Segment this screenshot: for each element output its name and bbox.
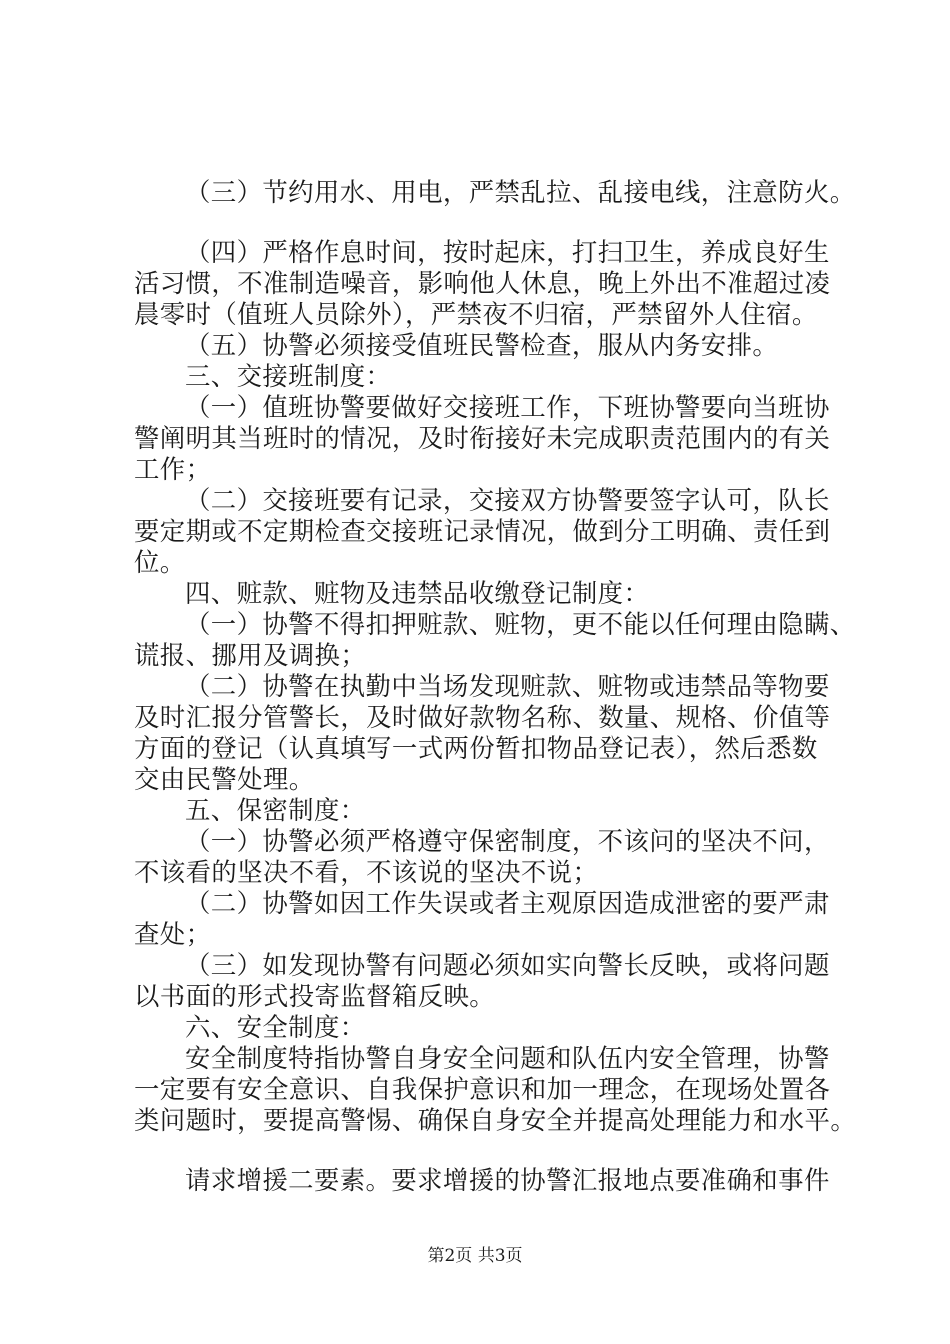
paragraph-line: 活习惯，不准制造噪音，影响他人休息，晚上外出不准超过凌 bbox=[134, 268, 831, 298]
paragraph-line: （四）严格作息时间，按时起床，打扫卫生，养成良好生 bbox=[185, 237, 830, 267]
paragraph-line: 工作； bbox=[134, 454, 212, 484]
paragraph-line: （二）交接班要有记录，交接双方协警要签字认可，队长 bbox=[185, 485, 830, 515]
paragraph-line: 查处； bbox=[134, 919, 212, 949]
paragraph-line: （三）如发现协警有问题必须如实向警长反映，或将问题 bbox=[185, 950, 830, 980]
paragraph-line: （五）协警必须接受值班民警检查，服从内务安排。 bbox=[185, 330, 779, 360]
paragraph-line: 晨零时（值班人员除外），严禁夜不归宿，严禁留外人住宿。 bbox=[134, 299, 818, 329]
paragraph-line: 类问题时，要提高警惕、确保自身安全并提高处理能力和水平。 bbox=[134, 1105, 857, 1135]
section-heading: 三、交接班制度： bbox=[185, 361, 392, 391]
section-heading: 四、赃款、赃物及违禁品收缴登记制度： bbox=[185, 578, 650, 608]
paragraph-line: 以书面的形式投寄监督箱反映。 bbox=[134, 981, 496, 1011]
paragraph-line: 谎报、挪用及调换； bbox=[134, 640, 367, 670]
paragraph-line: （一）值班协警要做好交接班工作，下班协警要向当班协 bbox=[185, 392, 830, 422]
paragraph-line: 安全制度特指协警自身安全问题和队伍内安全管理，协警 bbox=[185, 1043, 830, 1073]
page-footer: 第2页 共3页 bbox=[427, 1246, 523, 1266]
paragraph-line: （二）协警在执勤中当场发现赃款、赃物或违禁品等物要 bbox=[185, 671, 830, 701]
paragraph-line: （一）协警必须严格遵守保密制度，不该问的坚决不问， bbox=[185, 826, 830, 856]
section-heading: 六、安全制度： bbox=[185, 1012, 366, 1042]
paragraph-line: 交由民警处理。 bbox=[134, 764, 315, 794]
paragraph-line: （二）协警如因工作失误或者主观原因造成泄密的要严肃 bbox=[185, 888, 830, 918]
paragraph-line: （三）节约用水、用电，严禁乱拉、乱接电线，注意防火。 bbox=[185, 177, 856, 207]
paragraph-line: 及时汇报分管警长，及时做好款物名称、数量、规格、价值等 bbox=[134, 702, 831, 732]
paragraph-line: 不该看的坚决不看，不该说的坚决不说； bbox=[134, 857, 599, 887]
paragraph-line: 位。 bbox=[134, 547, 186, 577]
paragraph-line: 请求增援二要素。要求增援的协警汇报地点要准确和事件 bbox=[185, 1165, 830, 1195]
paragraph-line: 要定期或不定期检查交接班记录情况，做到分工明确、责任到 bbox=[134, 516, 831, 546]
paragraph-line: 一定要有安全意识、自我保护意识和加一理念，在现场处置各 bbox=[134, 1074, 831, 1104]
paragraph-line: （一）协警不得扣押赃款、赃物，更不能以任何理由隐瞒、 bbox=[185, 609, 856, 639]
section-heading: 五、保密制度： bbox=[185, 795, 366, 825]
paragraph-line: 方面的登记（认真填写一式两份暂扣物品登记表），然后悉数 bbox=[134, 733, 818, 763]
paragraph-line: 警阐明其当班时的情况，及时衔接好未完成职责范围内的有关 bbox=[134, 423, 831, 453]
